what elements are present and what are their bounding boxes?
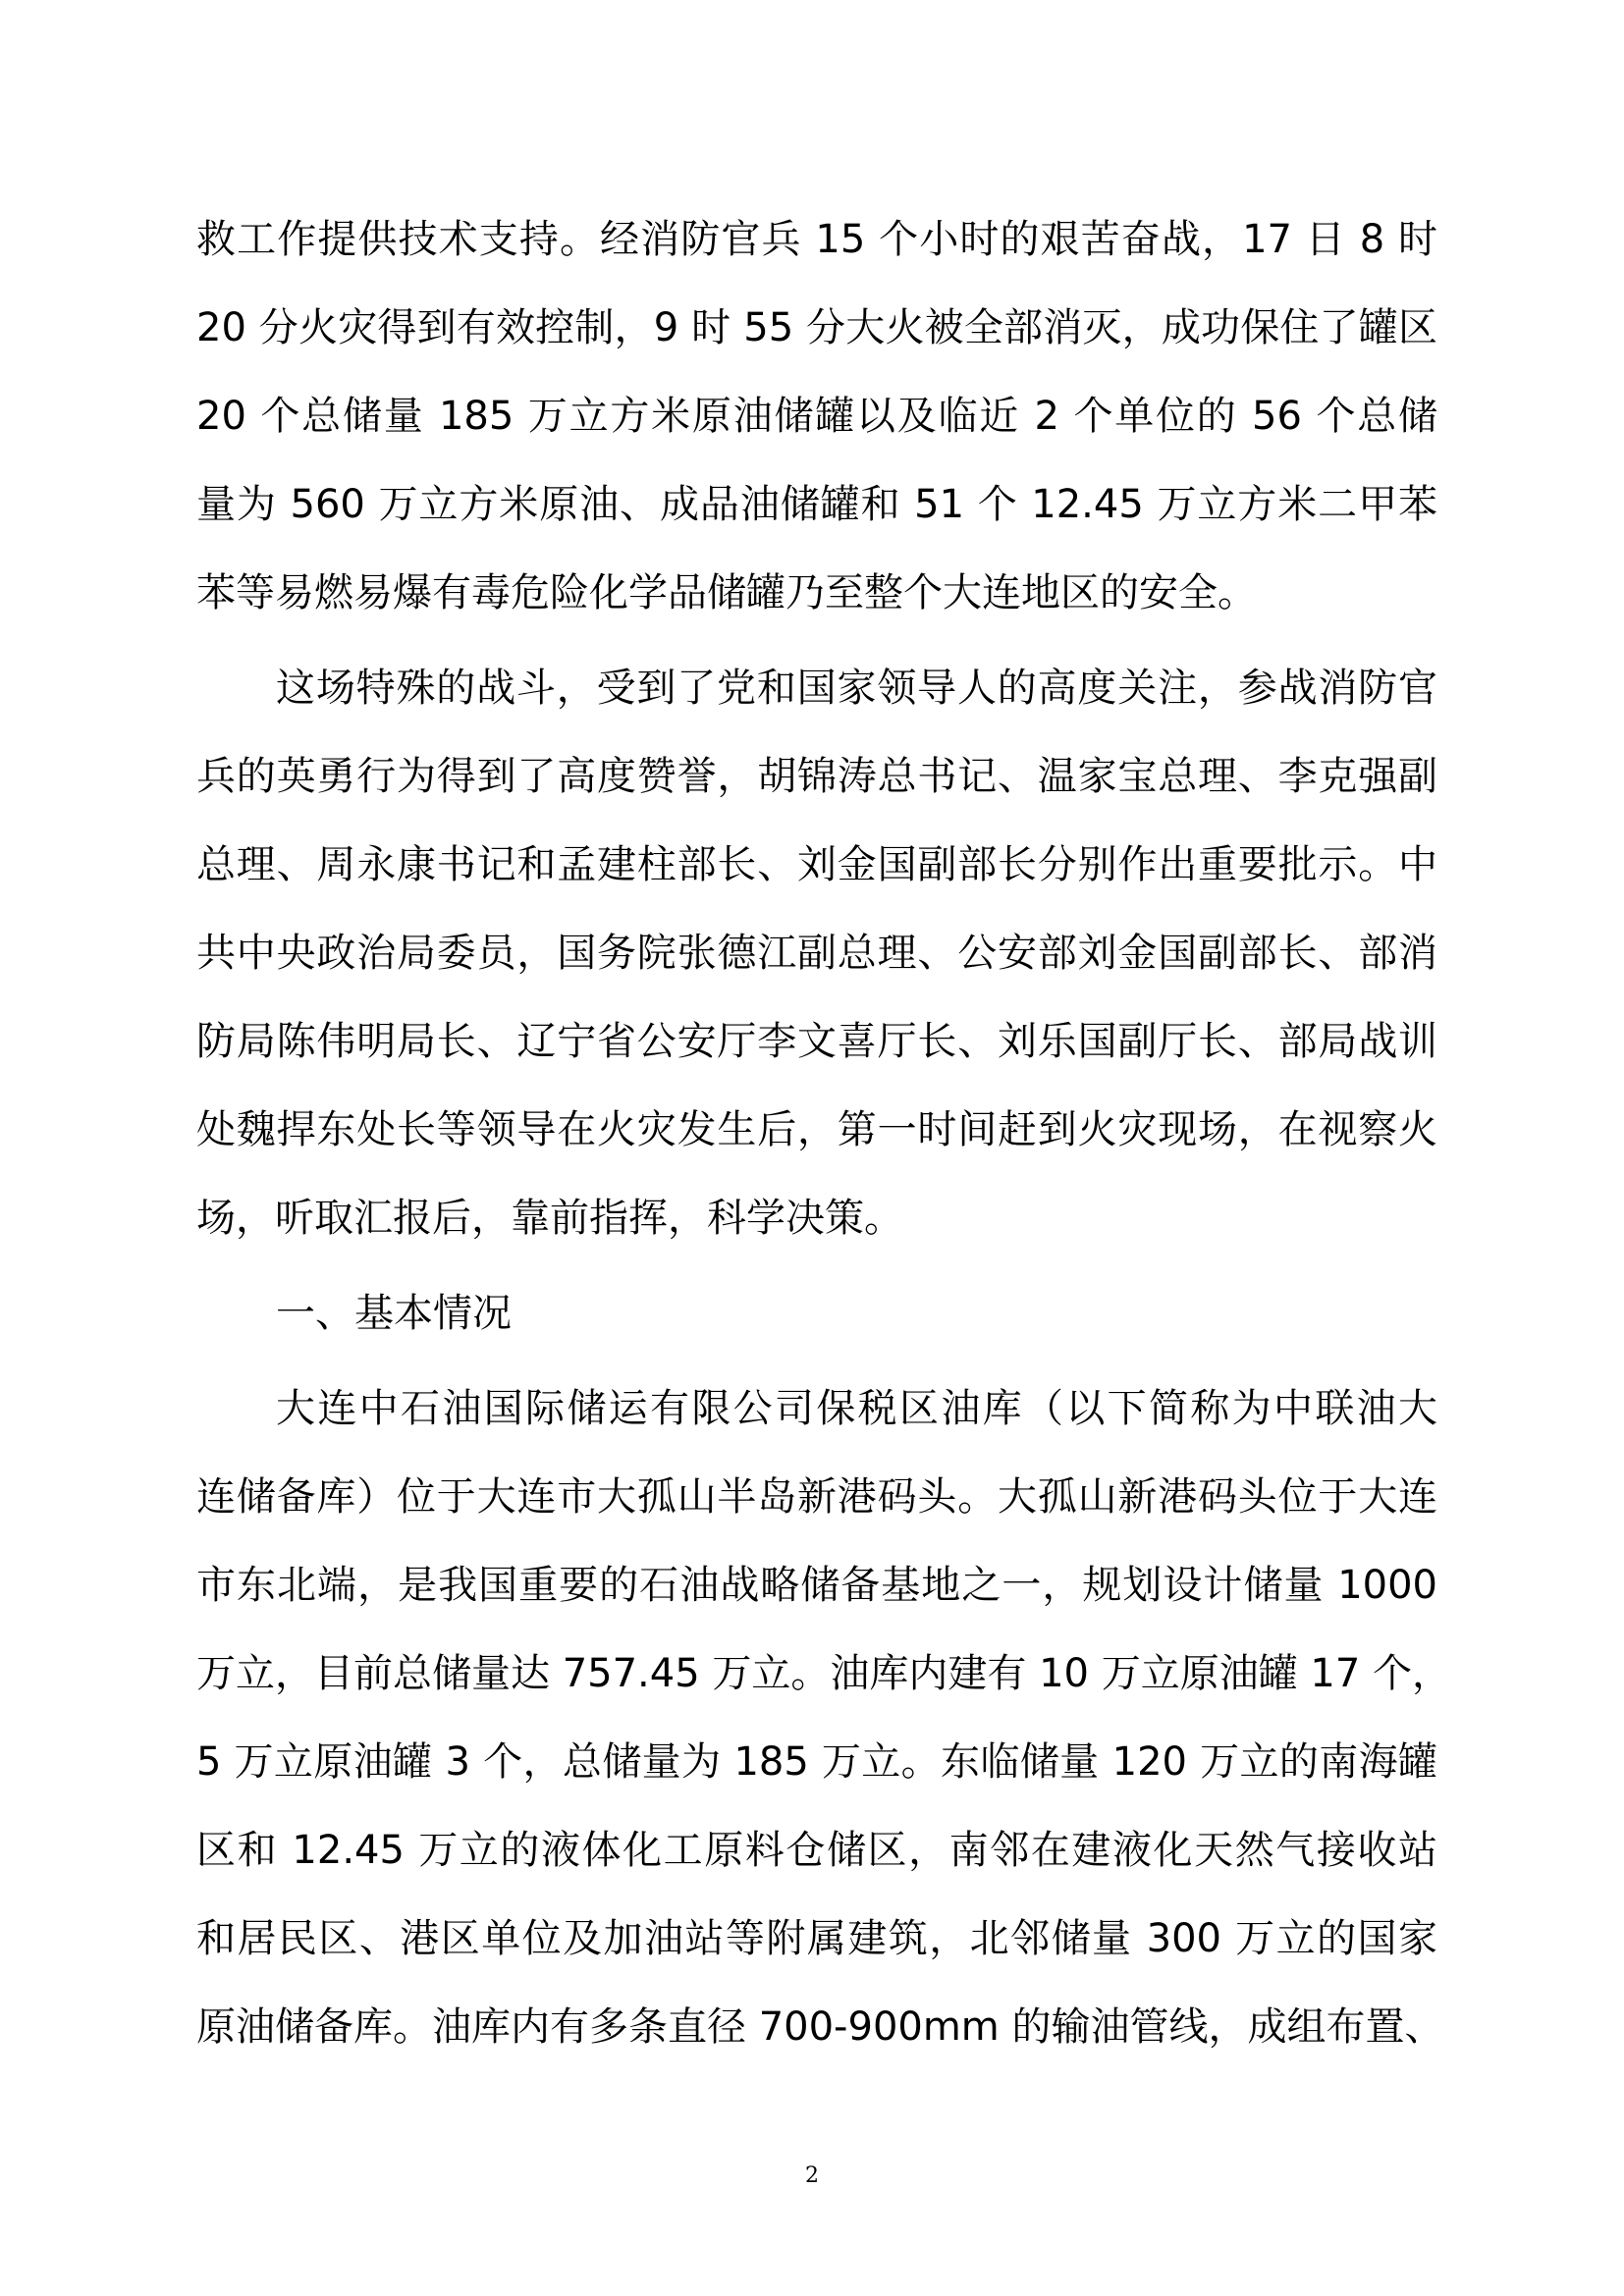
text-line: 连储备库）位于大连市大孤山半岛新港码头。大孤山新港码头位于大连: [196, 1474, 1437, 1520]
text-line: 防局陈伟明局长、辽宁省公安厅李文喜厅长、刘乐国副厅长、部局战训: [196, 1019, 1437, 1064]
text-line: 原油储备库。油库内有多条直径 700-900mm 的输油管线，成组布置、: [196, 2004, 1444, 2050]
text-line: 万立，目前总储量达 757.45 万立。油库内建有 10 万立原油罐 17 个，: [196, 1651, 1452, 1696]
text-line: 一、基本情况: [276, 1291, 512, 1336]
text-line: 苯等易燃易爆有毒危险化学品储罐乃至整个大连地区的安全。: [196, 570, 1257, 615]
text-line: 这场特殊的战斗，受到了党和国家领导人的高度关注，参战消防官: [276, 666, 1437, 711]
section-heading: [196, 1269, 1437, 1358]
text-line: 和居民区、港区单位及加油站等附属建筑，北邻储量 300 万立的国家: [196, 1916, 1437, 1961]
text-line: 救工作提供技术支持。经消防官兵 15 个小时的艰苦奋战，17 日 8 时: [196, 217, 1437, 262]
paragraph: [196, 195, 1437, 637]
paragraph: [196, 1364, 1452, 2071]
text-line: 场，听取汇报后，靠前指挥，科学决策。: [196, 1196, 903, 1241]
text-line: 大连中石油国际储运有限公司保税区油库（以下简称为中联油大: [276, 1386, 1437, 1431]
text-line: 市东北端，是我国重要的石油战略储备基地之一，规划设计储量 1000: [196, 1563, 1437, 1608]
text-line: 区和 12.45 万立的液体化工原料仓储区，南邻在建液化天然气接收站: [196, 1828, 1437, 1873]
text-line: 兵的英勇行为得到了高度赞誉，胡锦涛总书记、温家宝总理、李克强副: [196, 754, 1437, 799]
text-line: 处魏捍东处长等领导在火灾发生后，第一时间赶到火灾现场，在视察火: [196, 1107, 1437, 1152]
paragraph: [196, 644, 1437, 1262]
text-line: 20 个总储量 185 万立方米原油储罐以及临近 2 个单位的 56 个总储: [196, 394, 1437, 439]
text-line: 5 万立原油罐 3 个，总储量为 185 万立。东临储量 120 万立的南海罐: [196, 1739, 1437, 1785]
text-line: 共中央政治局委员，国务院张德江副总理、公安部刘金国副部长、部消: [196, 931, 1437, 976]
text-line: 总理、周永康书记和孟建柱部长、刘金国副部长分别作出重要批示。中: [196, 842, 1437, 887]
text-line: 量为 560 万立方米原油、成品油储罐和 51 个 12.45 万立方米二甲苯: [196, 482, 1437, 527]
text-line: 20 分火灾得到有效控制，9 时 55 分大火被全部消灭，成功保住了罐区: [196, 305, 1437, 350]
document-body: [196, 188, 1452, 2071]
page-number: 2: [805, 2163, 819, 2188]
